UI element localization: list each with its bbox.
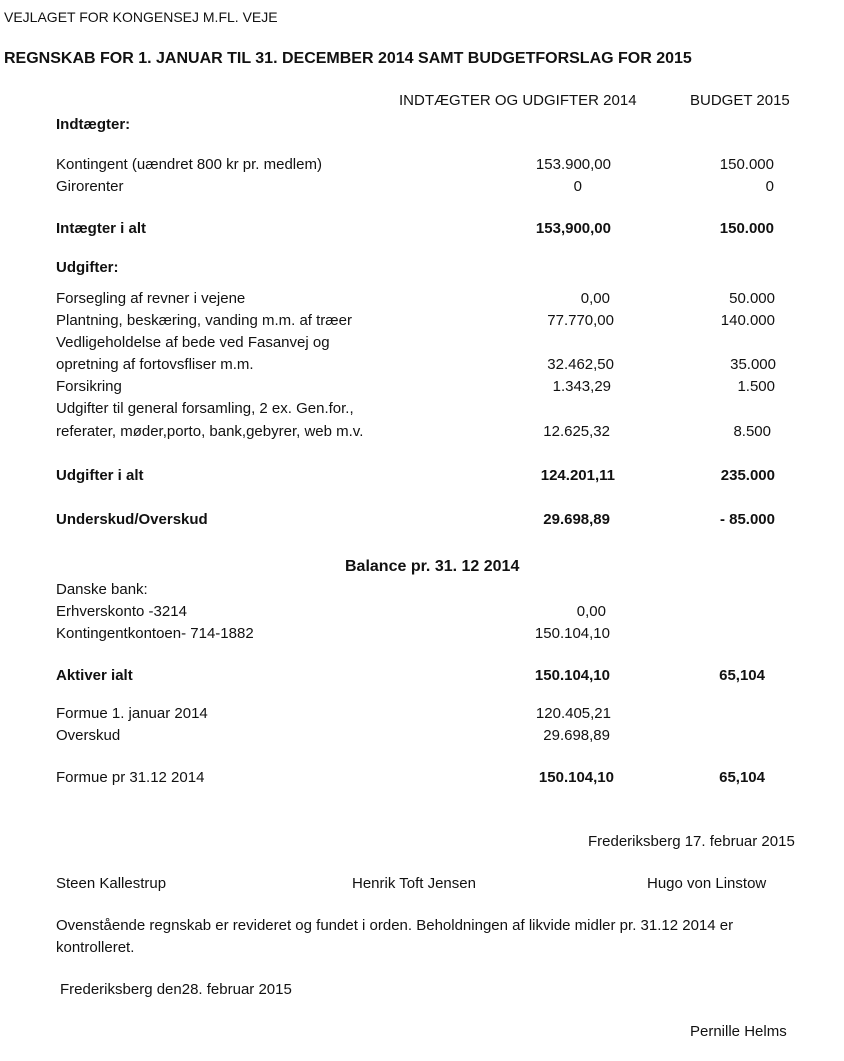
expense-label: Forsegling af revner i vejene [56, 290, 246, 307]
equity-value: 120.405,21 [535, 705, 611, 722]
result-2014: 29.698,89 [543, 511, 610, 528]
account-label: Kontingentkontoen- 714-1882 [56, 625, 254, 642]
auditor-name: Pernille Helms [690, 1023, 787, 1040]
expense-value-2014: 32.462,50 [547, 356, 614, 373]
expense-label: referater, møder,porto, bank,gebyrer, web m.v. [56, 423, 364, 440]
expenses-total-2015: 235.000 [720, 467, 775, 484]
bank-name: Danske bank: [56, 581, 148, 598]
column-header-2014: INDTÆGTER OG UDGIFTER 2014 [399, 92, 637, 109]
expense-value-2015: 35.000 [730, 356, 776, 373]
equity-total-extra: 65,104 [719, 769, 765, 786]
income-value-2015: 0 [765, 178, 774, 195]
signatory-name: Steen Kallestrup [56, 875, 167, 892]
income-total-2014: 153,900,00 [535, 220, 611, 237]
income-value-2014: 0 [573, 178, 582, 195]
income-heading: Indtægter: [56, 116, 131, 133]
expense-label: Plantning, beskæring, vanding m.m. af træer [56, 312, 352, 329]
result-2015: - 85.000 [719, 511, 775, 528]
expense-value-2015: 140.000 [720, 312, 775, 329]
expense-label: Forsikring [56, 378, 122, 395]
assets-total-extra: 65,104 [719, 667, 765, 684]
signing-place-date: Frederiksberg 17. februar 2015 [588, 833, 795, 850]
expense-value-2014: 12.625,32 [543, 423, 610, 440]
column-header-2015: BUDGET 2015 [690, 92, 790, 109]
audit-statement-line1: Ovenstående regnskab er revideret og fundet i orden. Beholdningen af likvide midler pr. 31.12 2014 er [56, 917, 734, 934]
expense-label: Udgifter til general forsamling, 2 ex. Gen.for., [56, 400, 354, 417]
expense-value-2014: 1.343,29 [552, 378, 611, 395]
audit-statement-line2: kontrolleret. [56, 939, 135, 956]
equity-label: Overskud [56, 727, 121, 744]
account-label: Erhverskonto -3214 [56, 603, 187, 620]
expense-value-2014: 0,00 [580, 290, 610, 307]
expense-label: Vedligeholdelse af bede ved Fasanvej og [56, 334, 330, 351]
assets-total-value: 150.104,10 [534, 667, 610, 684]
expenses-total-label: Udgifter i alt [56, 467, 144, 484]
expenses-total-2014: 124.201,11 [540, 467, 615, 484]
income-total-label: Intægter i alt [56, 220, 147, 237]
expense-label: opretning af fortovsfliser m.m. [56, 356, 254, 373]
expense-value-2015: 1.500 [737, 378, 775, 395]
income-value-2014: 153.900,00 [535, 156, 611, 173]
organization-name: VEJLAGET FOR KONGENSEJ M.FL. VEJE [4, 9, 278, 25]
income-total-2015: 150.000 [719, 220, 774, 237]
signatory-name: Hugo von Linstow [647, 875, 767, 892]
expense-value-2015: 50.000 [729, 290, 775, 307]
expense-value-2014: 77.770,00 [547, 312, 614, 329]
expense-value-2015: 8.500 [733, 423, 771, 440]
equity-total-label: Formue pr 31.12 2014 [56, 769, 205, 786]
signatory-name: Henrik Toft Jensen [352, 875, 476, 892]
balance-title: Balance pr. 31. 12 2014 [345, 558, 520, 575]
audit-place-date: Frederiksberg den28. februar 2015 [60, 981, 292, 998]
expenses-heading: Udgifter: [56, 259, 119, 276]
equity-label: Formue 1. januar 2014 [56, 705, 208, 722]
income-label: Girorenter [56, 178, 124, 195]
equity-total-value: 150.104,10 [538, 769, 614, 786]
equity-value: 29.698,89 [543, 727, 610, 744]
document-title: REGNSKAB FOR 1. JANUAR TIL 31. DECEMBER 2014 SAMT BUDGETFORSLAG FOR 2015 [4, 50, 692, 67]
account-value: 150.104,10 [534, 625, 610, 642]
account-value: 0,00 [576, 603, 606, 620]
income-value-2015: 150.000 [719, 156, 774, 173]
result-label: Underskud/Overskud [56, 511, 208, 528]
assets-total-label: Aktiver ialt [56, 667, 133, 684]
income-label: Kontingent (uændret 800 kr pr. medlem) [56, 156, 322, 173]
